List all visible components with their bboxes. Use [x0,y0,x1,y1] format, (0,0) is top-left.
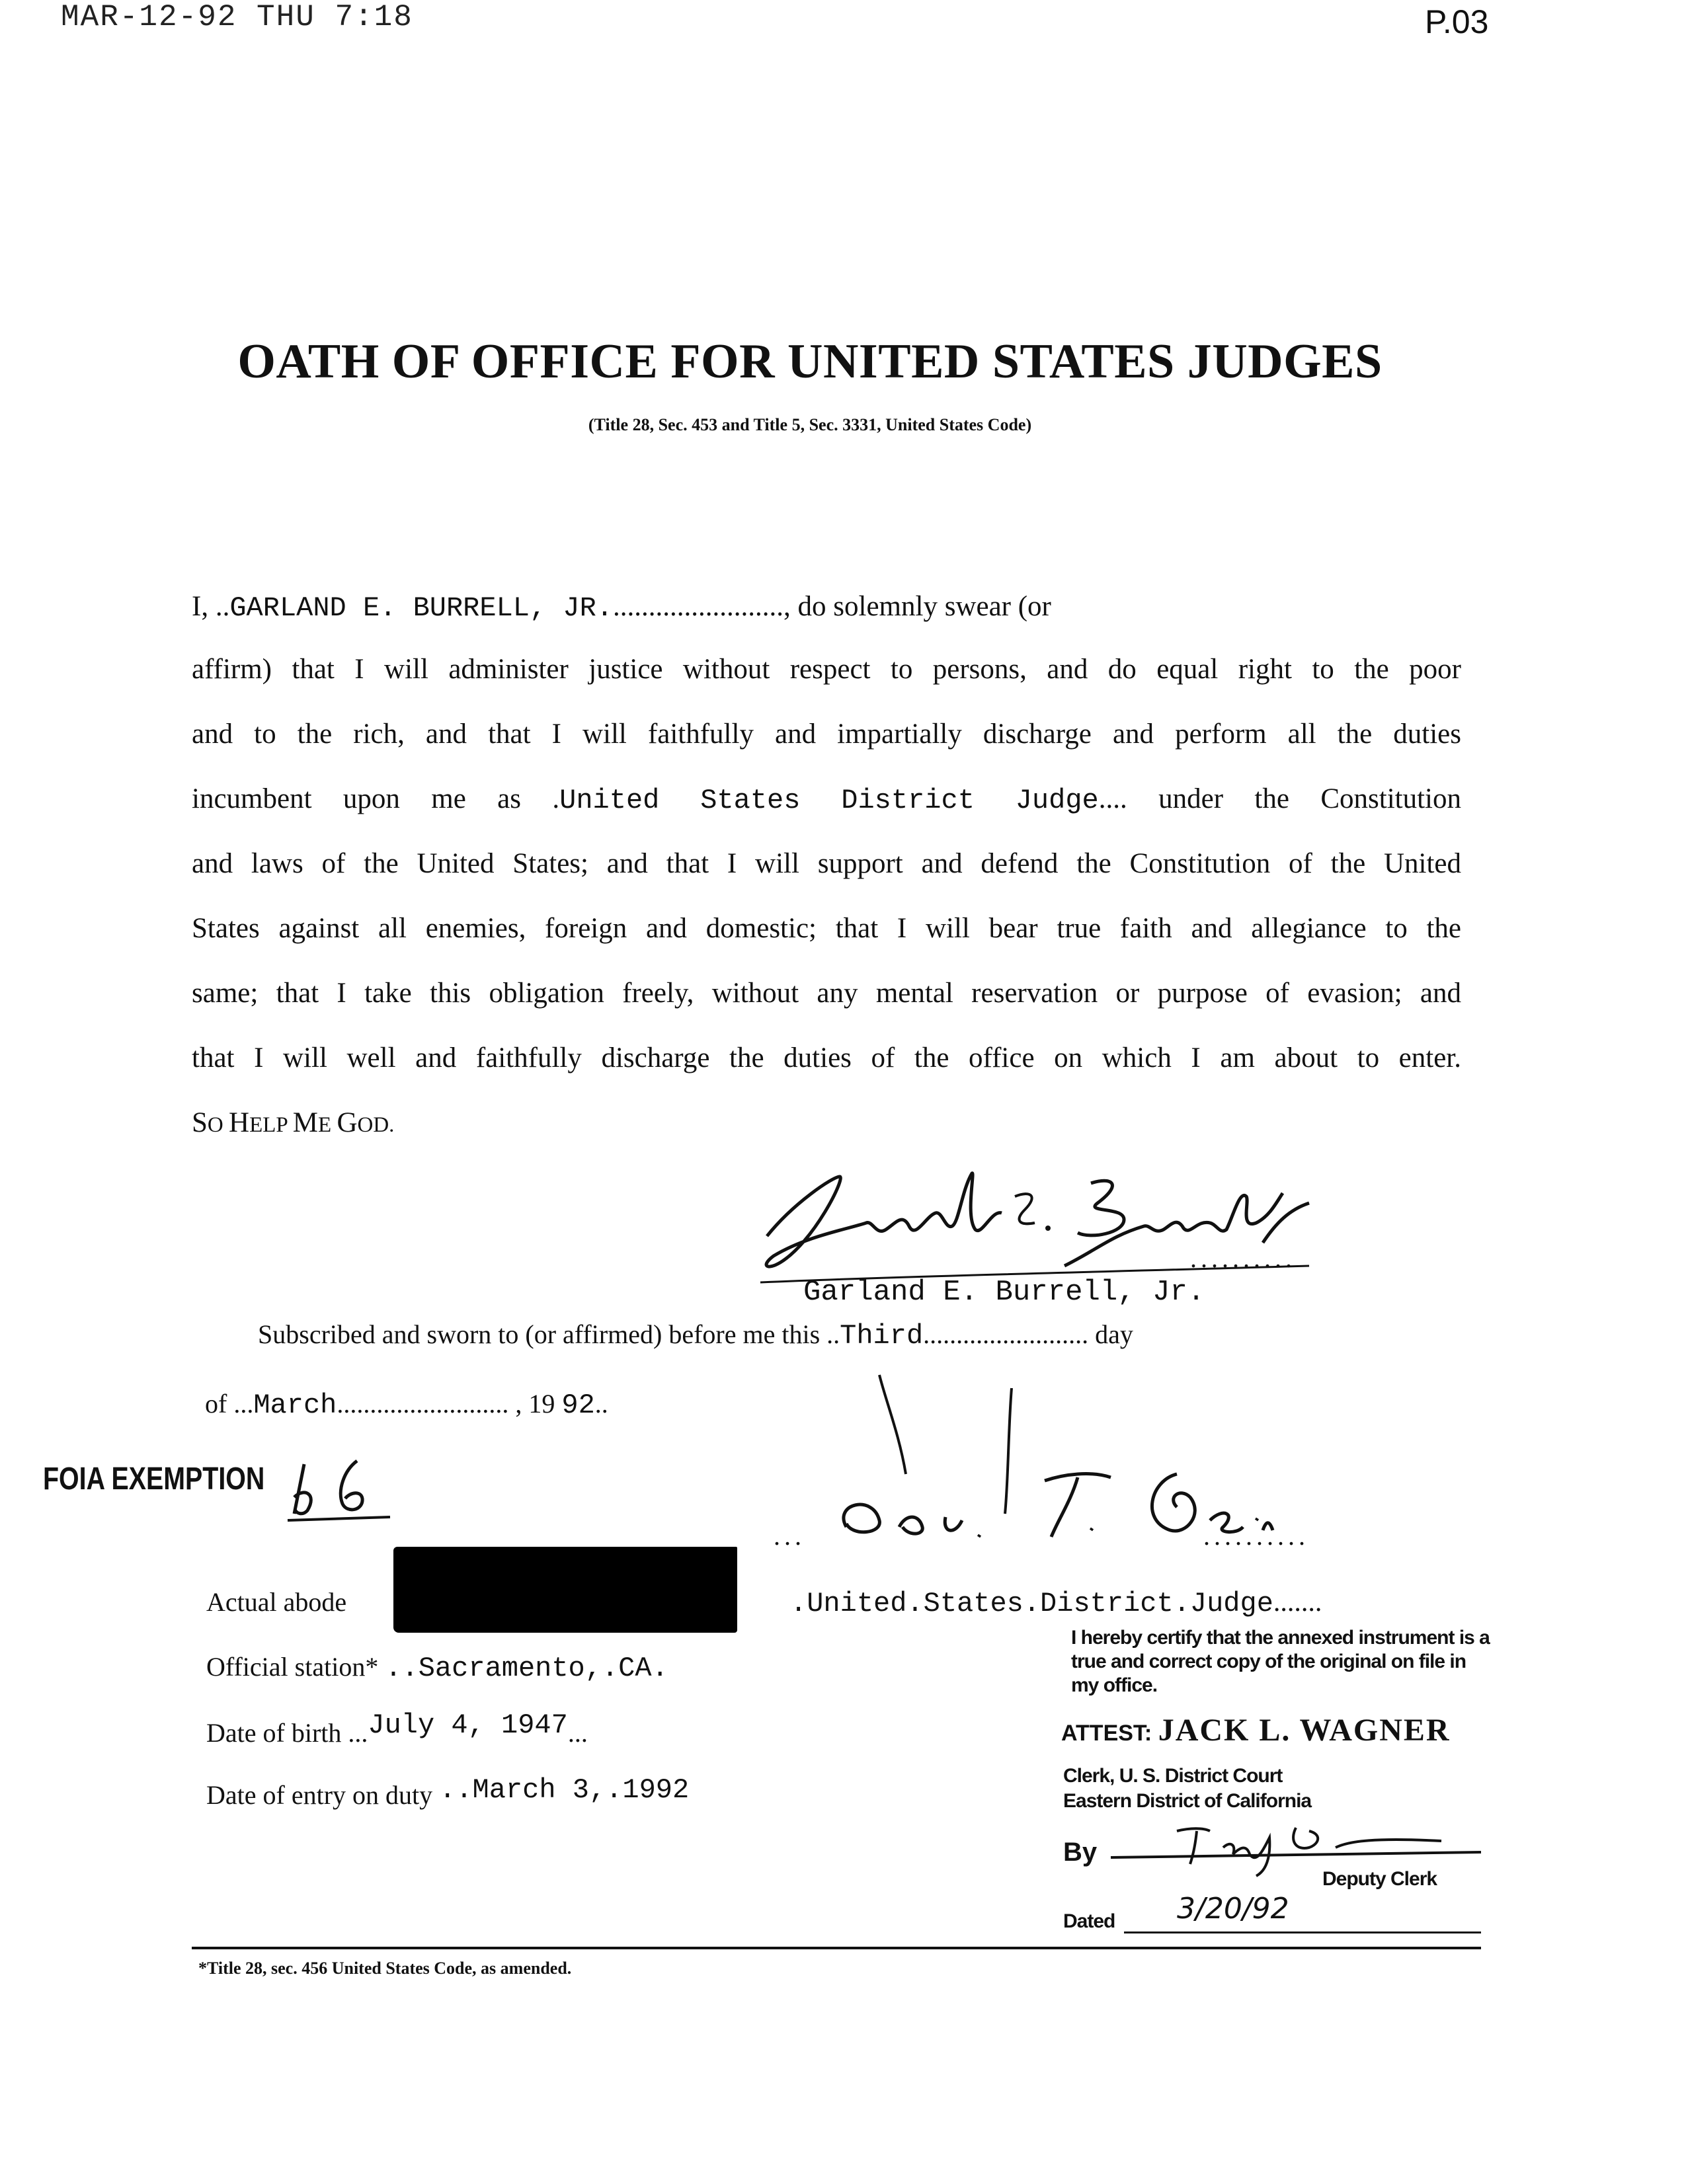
judge-title-dots: ....... [1273,1587,1322,1618]
clerk-title: Clerk, U. S. District Court [1063,1765,1283,1787]
footnote: *Title 28, sec. 456 United States Code, as amended. [198,1959,572,1978]
oath-line-6: States against all enemies, foreign and domestic; that I will bear true faith and allegiance to the [192,913,1461,944]
foia-exemption-label: FOIA EXEMPTION [43,1462,265,1497]
oath-line-4-prefix: incumbent upon me as . [192,783,560,814]
month-line [205,1388,608,1421]
month-dots: .......................... , [337,1389,522,1419]
judge-signature-dots-right: .......... [1203,1521,1309,1551]
oath-line-4 [192,779,1461,820]
date-of-birth-row [206,1709,588,1750]
closing-od: OD. [357,1113,395,1137]
official-station-value: ..Sacramento,.CA. [385,1653,668,1684]
closing-g: G [337,1107,358,1138]
judge-title-fill: .United.States.District.Judge [790,1588,1273,1619]
official-station-label: Official station* [206,1652,379,1682]
official-station-row [206,1651,668,1684]
clerk-block [1063,1764,1311,1814]
fax-page-number: P.03 [1425,3,1489,40]
redaction-bar [393,1547,737,1633]
dated-value: 3/20/92 [1177,1892,1289,1926]
day-dots: ......................... [923,1319,1089,1349]
judge-title-line [790,1586,1322,1619]
date-of-birth-value: July 4, 1947 [368,1709,568,1741]
year-prefix: 19 [528,1389,555,1419]
closing-o: O [207,1113,229,1137]
signer-name: Garland E. Burrell, Jr. [803,1276,1205,1309]
clerk-district: Eastern District of California [1063,1790,1312,1812]
oath-line-1-suffix: do solemnly swear (or [797,591,1051,622]
of-label: of [205,1389,227,1419]
dob-dots-before: ... [348,1718,368,1748]
fax-header-timestamp: MAR-12-92 THU 7:18 [61,0,413,34]
office-fill: United States District Judge [559,785,1099,816]
attest-clerk-name: JACK L. WAGNER [1158,1713,1451,1748]
closing-elp: ELP [249,1113,293,1137]
month-prefix: ... [233,1389,254,1419]
closing-e: E [318,1113,337,1137]
oath-line-3: and to the rich, and that I will faithfully and impartially discharge and perform all the duties [192,719,1461,750]
oath-closing [192,1103,1461,1145]
document-title: OATH OF OFFICE FOR UNITED STATES JUDGES [237,334,1383,389]
deputy-clerk-signature [1098,1811,1494,1877]
oath-line-4-suffix: .... under the Constitution [1098,783,1461,814]
oath-line-1 [192,587,1461,628]
year-fill: 92 [561,1389,595,1421]
attest-line [1061,1712,1451,1748]
dated-label: Dated [1063,1910,1115,1932]
dated-underline [1124,1931,1481,1933]
closing-h: H [229,1107,250,1138]
signature-dots: .......... [1190,1243,1296,1273]
attest-label: ATTEST: [1061,1721,1152,1746]
statute-citation: (Title 28, Sec. 453 and Title 5, Sec. 3331, United States Code) [588,415,1032,434]
dob-dots-after: ... [567,1718,588,1748]
actual-abode-label: Actual abode [206,1587,347,1617]
certification-text: I hereby certify that the annexed instrument is a true and correct copy of the original on file in my office. [1071,1627,1490,1696]
deputy-clerk-label: Deputy Clerk [1322,1868,1437,1890]
oath-prefix: I, .. [192,591,230,622]
day-fill: Third [840,1320,924,1352]
subscribed-prefix: Subscribed and sworn to (or affirmed) before me this .. [258,1319,840,1349]
judge-signature-dots-left: ... [774,1521,805,1551]
foia-exemption-handwritten-code [284,1451,397,1530]
closing-s: S [192,1107,208,1138]
judge-name-fill: GARLAND E. BURRELL, JR. [229,592,614,624]
year-suffix: .. [594,1389,608,1419]
date-of-entry-value: ..March 3,.1992 [439,1774,690,1806]
date-of-entry-row [206,1774,690,1813]
oath-line-2: affirm) that I will administer justice without respect to persons, and do equal right to the poor [192,654,1461,685]
closing-m: M [292,1107,319,1138]
oath-line-8: that I will well and faithfully discharge the duties of the office on which I am about to enter. [192,1042,1461,1073]
subscribed-line [258,1319,1133,1352]
month-fill: March [253,1389,337,1421]
oath-line-7: same; that I take this obligation freely, without any mental reservation or purpose of evasion; and [192,978,1461,1009]
oath-line-5: and laws of the United States; and that I will support and defend the Constitution of the United [192,848,1461,879]
date-of-birth-label: Date of birth [206,1718,342,1748]
name-dots: ........................, [613,591,791,622]
date-of-entry-label: Date of entry on duty [206,1780,433,1810]
by-label: By [1063,1838,1098,1867]
footer-rule [192,1947,1481,1949]
day-suffix: day [1095,1319,1133,1349]
